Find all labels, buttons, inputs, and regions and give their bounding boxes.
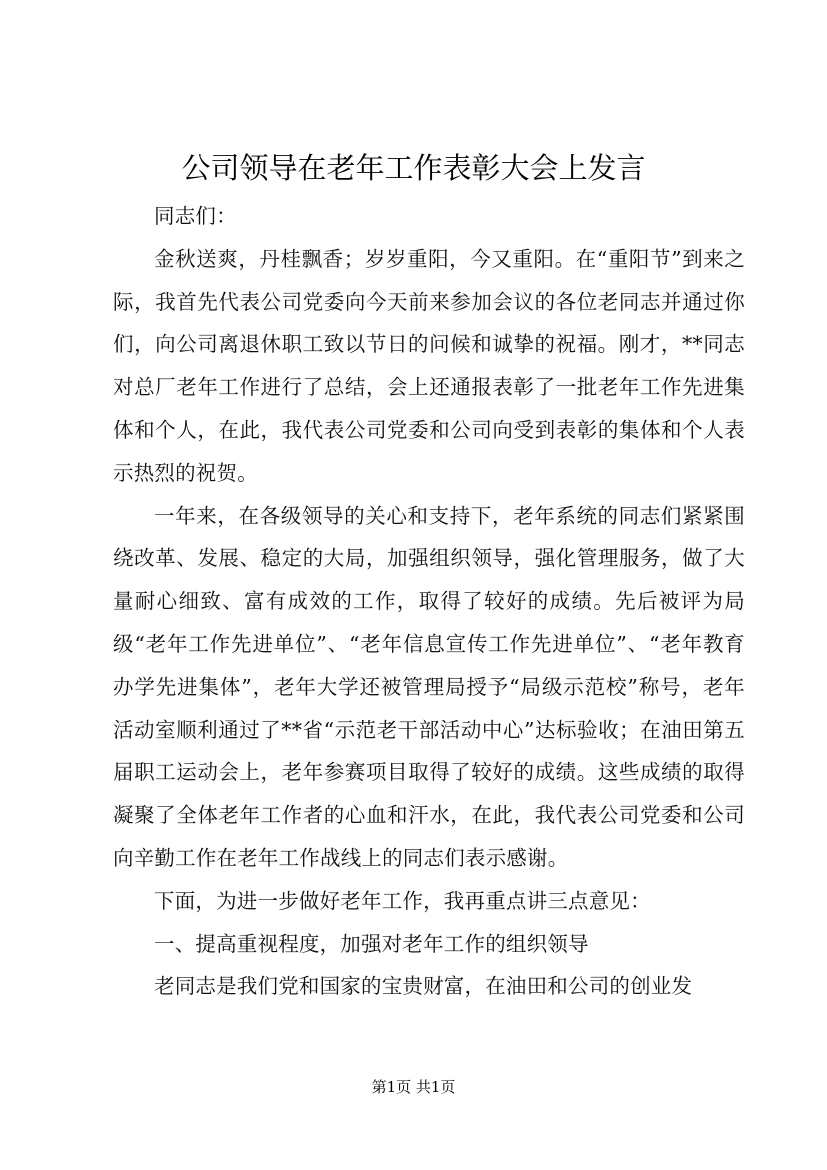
greeting: 同志们： xyxy=(154,204,237,228)
page-footer: 第1页 共1页 xyxy=(371,1078,456,1096)
paragraph-2: 一年来，在各级领导的关心和支持下，老年系统的同志们紧紧围绕改革、发展、稳定的大局，加强组织领导，强化管理服务，做了大量耐心细致、富有成效的工作，取得了较好的成绩。先后被评为局级“老年工作先进单位”、“老年信息宣传工作先进单位”、“老年教育办学先进集体”，老年大学还被管理局授予“局级示范校”称号，老年活动室顺利通过了**省“示范老干部活动中心”达标验收；在油田第五届职工运动会上，老年参赛项目取得了较好的成绩。这些成绩的取得凝聚了全体老年工作者的心血和汗水，在此，我代表公司党委和公司向辛勤工作在老年工作战线上的同志们表示感谢。 xyxy=(113,503,745,870)
paragraph-3: 下面，为进一步做好老年工作，我再重点讲三点意见： xyxy=(154,888,651,913)
paragraph-1: 金秋送爽，丹桂飘香；岁岁重阳，今又重阳。在“重阳节”到来之际，我首先代表公司党委向今天前来参加会议的各位老同志并通过你们，向公司离退休职工致以节日的问候和诚挚的祝福。刚才，**同志对总厂老年工作进行了总结，会上还通报表彰了一批老年工作先进集体和个人，在此，我代表公司党委和公司向受到表彰的集体和个人表示热烈的祝贺。 xyxy=(113,246,745,485)
document-body xyxy=(113,195,745,1008)
document-title: 公司领导在老年工作表彰大会上发言 xyxy=(181,151,646,185)
paragraph-4: 老同志是我们党和国家的宝贵财富，在油田和公司的创业发 xyxy=(154,974,693,999)
section-heading-1: 一、提高重视程度，加强对老年工作的组织领导 xyxy=(154,931,589,956)
